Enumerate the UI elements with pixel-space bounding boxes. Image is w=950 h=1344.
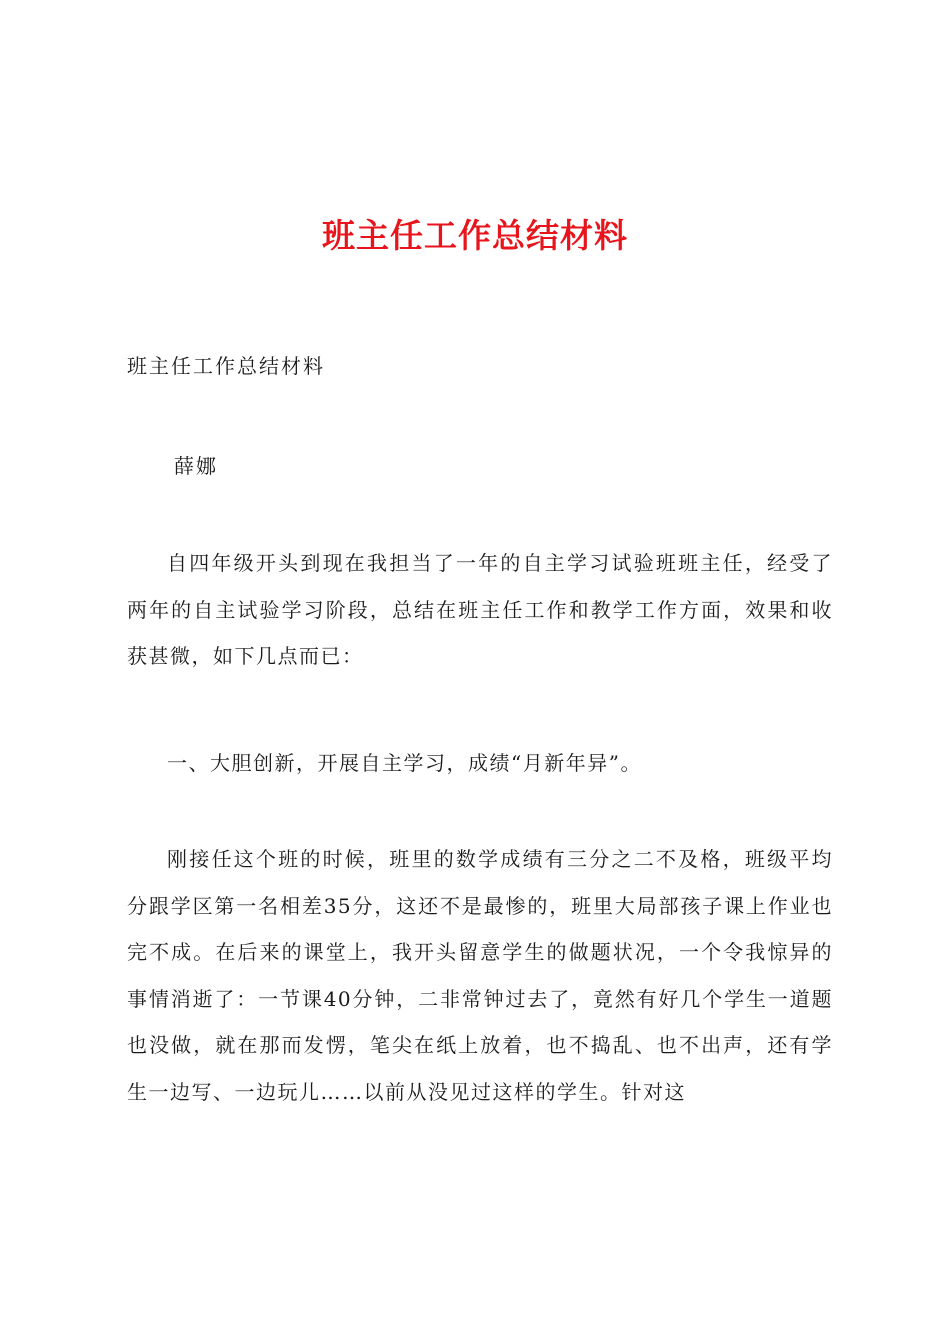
- section-heading-1: 一、大胆创新，开展自主学习，成绩“月新年异”。: [167, 751, 642, 775]
- document-title: 班主任工作总结材料: [322, 216, 628, 255]
- author-name: 薛娜: [174, 454, 218, 478]
- paragraph-body: 刚接任这个班的时候，班里的数学成绩有三分之二不及格，班级平均分跟学区第一名相差35分，这还不是最惨的，班里大局部孩子课上作业也完不成。在后来的课堂上，我开头留意学生的做题状况，一个令我惊异的事情消逝了：一节课40分钟，二非常钟过去了，竟然有好几个学生一道题也没做，就在那而发愣，笔尖在纸上放着，也不捣乱、也不出声，还有学生一边写、一边玩儿……以前从没见过这样的学生。针对这: [127, 847, 833, 1104]
- document-subtitle: 班主任工作总结材料: [127, 354, 325, 378]
- paragraph-intro: 自四年级开头到现在我担当了一年的自主学习试验班班主任，经受了两年的自主试验学习阶段，总结在班主任工作和教学工作方面，效果和收获甚微，如下几点而已：: [127, 551, 833, 668]
